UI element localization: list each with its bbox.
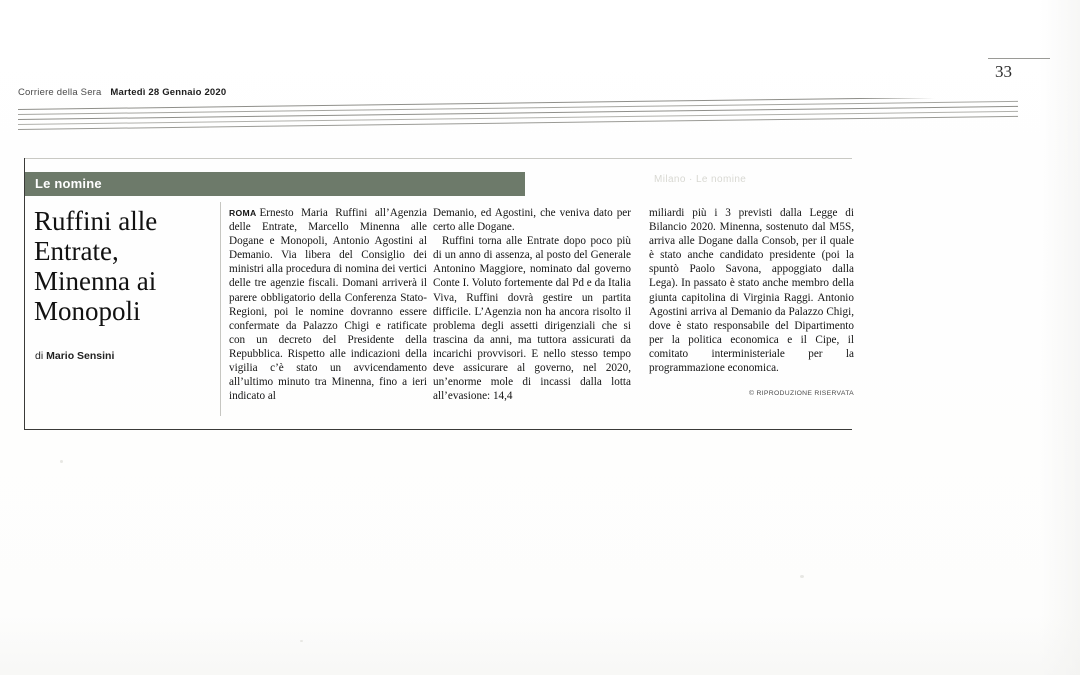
masthead bbox=[18, 87, 226, 98]
article-bottom-rule bbox=[24, 429, 852, 430]
article-container bbox=[24, 158, 852, 430]
masthead-paper-name: Corriere della Sera bbox=[18, 87, 102, 98]
paragraph bbox=[229, 206, 427, 403]
paragraph-text: miliardi più i 3 previsti dalla Legge di Bilancio 2020. Minenna, sostenuto dal M5S, arriva alle Dogane dalla Consob, per il quale è stato anche candidato presidente (poi la spuntò Paolo Savona, appoggiato dalla Lega). In passato è stato anche membro della giunta capitolina di Virginia Raggi. Antonio Agostini arriva al Demanio da Palazzo Chigi, dove è stato responsabile del Dipartimento per la politica economica e il Cipe, il comitato interministeriale per la programmazione economica. bbox=[649, 207, 854, 375]
body-column-3 bbox=[649, 206, 854, 375]
article-byline bbox=[35, 350, 114, 362]
section-kicker-ghost-text: Milano · Le nomine bbox=[654, 174, 747, 185]
article-headline: Ruffini alle Entrate, Minenna ai Monopoli bbox=[34, 206, 158, 326]
paragraph bbox=[433, 206, 631, 234]
paragraph-text: Ruffini torna alle Entrate dopo poco più di un anno di assenza, al posto del Generale Antonino Maggiore, nominato dal governo Conte I. Voluto fortemente dal Pd e da Italia Viva, Ruffini dovrà gestire un partita difficile. L’Agenzia non ha ancora risolto il problema degli assetti dirigenziali che si trascina da anni, ma tuttora assicurati da incarichi provvisori. E nello stesso tempo deve assicurare al governo, nel 2020, un’enorme mole di incassi dalla lotta all’evasione: 14,4 bbox=[433, 235, 631, 403]
column-divider-rule bbox=[220, 202, 221, 416]
scan-speck bbox=[60, 460, 63, 463]
paragraph-text: Demanio, ed Agostini, che veniva dato per certo alle Dogane. bbox=[433, 207, 631, 234]
paragraph bbox=[649, 206, 854, 375]
body-column-2 bbox=[433, 206, 631, 403]
copyright-notice: © RIPRODUZIONE RISERVATA bbox=[749, 390, 854, 397]
scan-speck bbox=[300, 640, 303, 642]
section-kicker-label: Le nomine bbox=[35, 176, 102, 191]
page-number: 33 bbox=[995, 62, 1012, 81]
article-top-rule bbox=[24, 158, 852, 159]
dateline-label: ROMA bbox=[229, 208, 257, 218]
folio-rule bbox=[988, 58, 1050, 59]
scan-speck bbox=[800, 575, 804, 578]
masthead-date: Martedì 28 Gennaio 2020 bbox=[110, 87, 227, 98]
byline-author: Mario Sensini bbox=[46, 350, 115, 362]
body-column-1 bbox=[229, 206, 427, 403]
section-kicker-bar bbox=[25, 172, 525, 196]
paragraph bbox=[433, 234, 631, 403]
decorative-rule-band bbox=[18, 98, 1058, 134]
paragraph-text: Ernesto Maria Ruffini all’Agenzia delle Entrate, Marcello Minenna alle Dogane e Monopoli, Antonio Agostini al Demanio. Via libera del Consiglio dei ministri alla procedura di nomina dei vertici delle tre agenzie fiscali. Domani arriverà il parere obbligatorio della Conferenza Stato-Regioni, poi le nomine dovranno essere confermate da Palazzo Chigi e ratificate con un decreto del Presidente della Repubblica. Rispetto alle indicazioni della vigilia c’è stato un avvicendamento all’ultimo minuto tra Minenna, fino a ieri indicato al bbox=[229, 207, 427, 403]
byline-prefix: di bbox=[35, 350, 44, 362]
article-left-rule bbox=[24, 158, 25, 430]
scan-edge-shadow-bottom bbox=[0, 615, 1080, 675]
